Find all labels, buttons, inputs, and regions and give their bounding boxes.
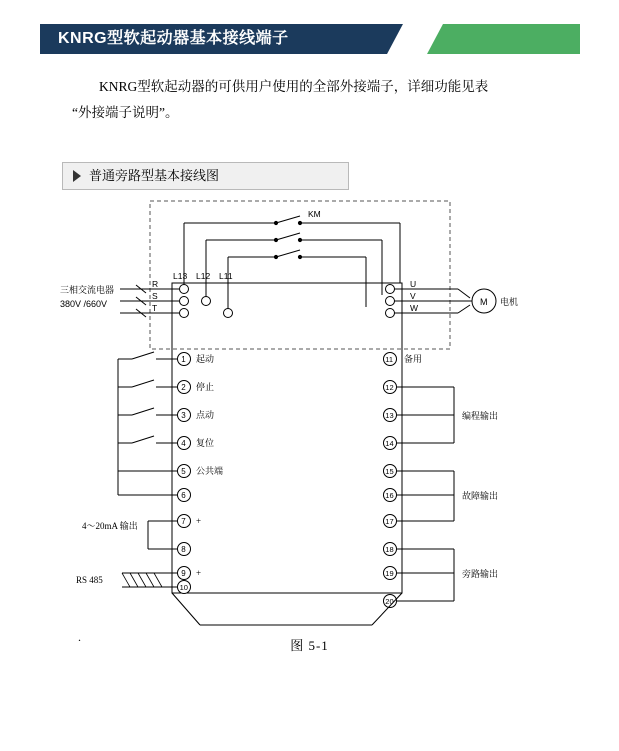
- left-pushbutton-wiring: [118, 352, 177, 495]
- phase-label-t: T: [152, 303, 158, 313]
- phase-label-s: S: [152, 291, 158, 301]
- svg-text:11: 11: [385, 355, 394, 364]
- intro-paragraph: [72, 74, 542, 126]
- terminal-label-l13: L13: [173, 271, 188, 281]
- svg-text:+: +: [196, 516, 202, 526]
- right-terminal-label-spare: 备用: [404, 354, 423, 364]
- page-title: KNRG型软起动器基本接线端子: [58, 30, 289, 47]
- svg-text:复位: 复位: [196, 438, 215, 448]
- svg-text:9: 9: [181, 569, 186, 578]
- source-label-line1: 三相交流电器: [60, 285, 115, 295]
- svg-text:2: 2: [181, 383, 186, 392]
- input-terminals: [180, 285, 189, 318]
- contactor-km: [256, 216, 320, 259]
- input-node-l11: [224, 309, 233, 318]
- page-header-banner: [40, 24, 580, 54]
- contactor-right-wires: [320, 223, 400, 307]
- svg-text:1: 1: [181, 355, 186, 364]
- left-terminal-labels: [196, 353, 223, 578]
- svg-text:19: 19: [385, 569, 394, 578]
- svg-text:旁路输出: 旁路输出: [462, 569, 499, 579]
- phase-label-r: R: [152, 279, 159, 289]
- rs485-label: RS 485: [76, 575, 103, 585]
- svg-text:起动: 起动: [196, 354, 215, 364]
- rs485-wiring: [122, 573, 177, 587]
- input-node-l12: [202, 297, 211, 306]
- output-terminals: [386, 285, 395, 318]
- svg-text:+: +: [196, 568, 202, 578]
- svg-text:故障输出: 故障输出: [462, 491, 499, 501]
- output-wires: [394, 289, 472, 313]
- right-output-wiring: [397, 387, 454, 601]
- page-dot-mark: .: [78, 630, 81, 644]
- svg-text:停止: 停止: [196, 382, 215, 392]
- svg-text:5: 5: [181, 467, 186, 476]
- svg-text:20: 20: [385, 597, 394, 606]
- svg-text:12: 12: [385, 383, 394, 392]
- terminal-label-l11: L11: [219, 271, 233, 281]
- output-label-v: V: [410, 291, 416, 301]
- triangle-right-icon: [73, 170, 81, 182]
- control-area-outline: [172, 593, 402, 625]
- intro-line-1: KNRG型软起动器的可供用户使用的全部外接端子，详细功能见表: [99, 79, 489, 94]
- output-label-w: W: [410, 303, 419, 313]
- svg-text:14: 14: [385, 439, 394, 448]
- intro-line-2: “外接端子说明”。: [72, 105, 179, 120]
- source-label-line2: 380V /660V: [60, 299, 108, 309]
- svg-text:15: 15: [385, 467, 394, 476]
- motor-symbol-letter: M: [480, 297, 488, 307]
- svg-text:点动: 点动: [196, 410, 215, 420]
- motor-label: 电机: [500, 297, 519, 307]
- svg-text:6: 6: [181, 491, 186, 500]
- right-control-terminals: [384, 353, 397, 608]
- terminal-label-l12: L12: [196, 271, 211, 281]
- section-heading-box: [62, 162, 349, 190]
- svg-text:10: 10: [179, 583, 188, 592]
- output-label-u: U: [410, 279, 417, 289]
- svg-text:7: 7: [181, 517, 186, 526]
- analog-output-wiring: [148, 521, 177, 549]
- right-group-labels: [462, 410, 498, 579]
- svg-text:18: 18: [385, 545, 394, 554]
- svg-text:13: 13: [385, 411, 394, 420]
- wiring-diagram: [60, 195, 560, 665]
- left-control-terminals: [178, 353, 191, 594]
- svg-text:17: 17: [385, 517, 394, 526]
- svg-text:8: 8: [181, 545, 186, 554]
- svg-text:4: 4: [181, 439, 186, 448]
- section-heading-label: 普通旁路型基本接线图: [89, 168, 220, 183]
- svg-text:编程输出: 编程输出: [462, 411, 499, 421]
- analog-output-label: 4～20mA 输出: [82, 521, 138, 531]
- svg-text:3: 3: [181, 411, 186, 420]
- figure-caption: 图 5-1: [290, 638, 329, 653]
- svg-text:16: 16: [385, 491, 394, 500]
- svg-text:公共端: 公共端: [196, 466, 224, 476]
- contactor-label: KM: [308, 209, 321, 219]
